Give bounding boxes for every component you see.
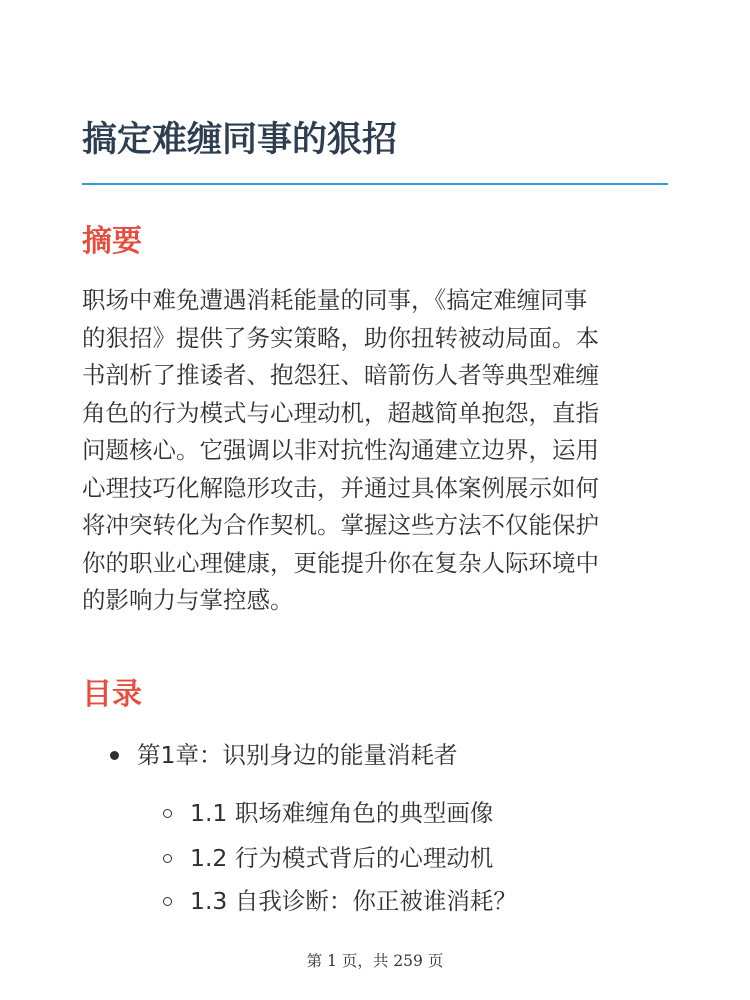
summary-line: 的影响力与掌控感。 xyxy=(82,586,294,614)
toc-heading: 目录 xyxy=(82,677,142,712)
toc-chapter-1[interactable] xyxy=(110,738,457,772)
toc-chapter-label: 第1章：识别身边的能量消耗者 xyxy=(137,741,458,769)
summary-heading: 摘要 xyxy=(82,224,142,259)
summary-line: 的狠招》提供了务实策略，助你扭转被动局面。本 xyxy=(82,323,599,352)
bullet-circle-icon xyxy=(163,854,172,863)
bullet-circle-icon xyxy=(163,809,172,818)
bullet-disc-icon xyxy=(110,751,119,760)
toc-section-label: 1.2 行为模式背后的心理动机 xyxy=(190,844,494,872)
summary-line: 职场中难免遭遇消耗能量的同事，《搞定难缠同事 xyxy=(82,286,588,314)
toc-section-1-1[interactable] xyxy=(163,796,493,830)
summary-line: 将冲突转化为合作契机。掌握这些方法不仅能保护 xyxy=(82,511,599,539)
toc-section-label: 1.1 职场难缠角色的典型画像 xyxy=(190,799,494,827)
summary-paragraph xyxy=(82,282,676,620)
summary-line: 心理技巧化解隐形攻击，并通过具体案例展示如何 xyxy=(82,473,599,502)
summary-line: 问题核心。它强调以非对抗性沟通建立边界，运用 xyxy=(82,436,599,464)
title-divider xyxy=(82,183,668,185)
toc-section-label: 1.3 自我诊断：你正被谁消耗？ xyxy=(190,887,517,915)
summary-line: 角色的行为模式与心理动机，超越简单抱怨，直指 xyxy=(82,398,599,427)
page-number-footer: 第 1 页，共 259 页 xyxy=(306,952,444,970)
document-title: 搞定难缠同事的狠招 xyxy=(82,120,398,160)
summary-line: 书剖析了推诿者、抱怨狂、暗箭伤人者等典型难缠 xyxy=(82,361,599,389)
toc-section-1-2[interactable] xyxy=(163,841,493,875)
toc-section-1-3[interactable] xyxy=(163,884,517,918)
bullet-circle-icon xyxy=(163,897,172,906)
summary-line: 你的职业心理健康，更能提升你在复杂人际环境中 xyxy=(82,548,599,577)
